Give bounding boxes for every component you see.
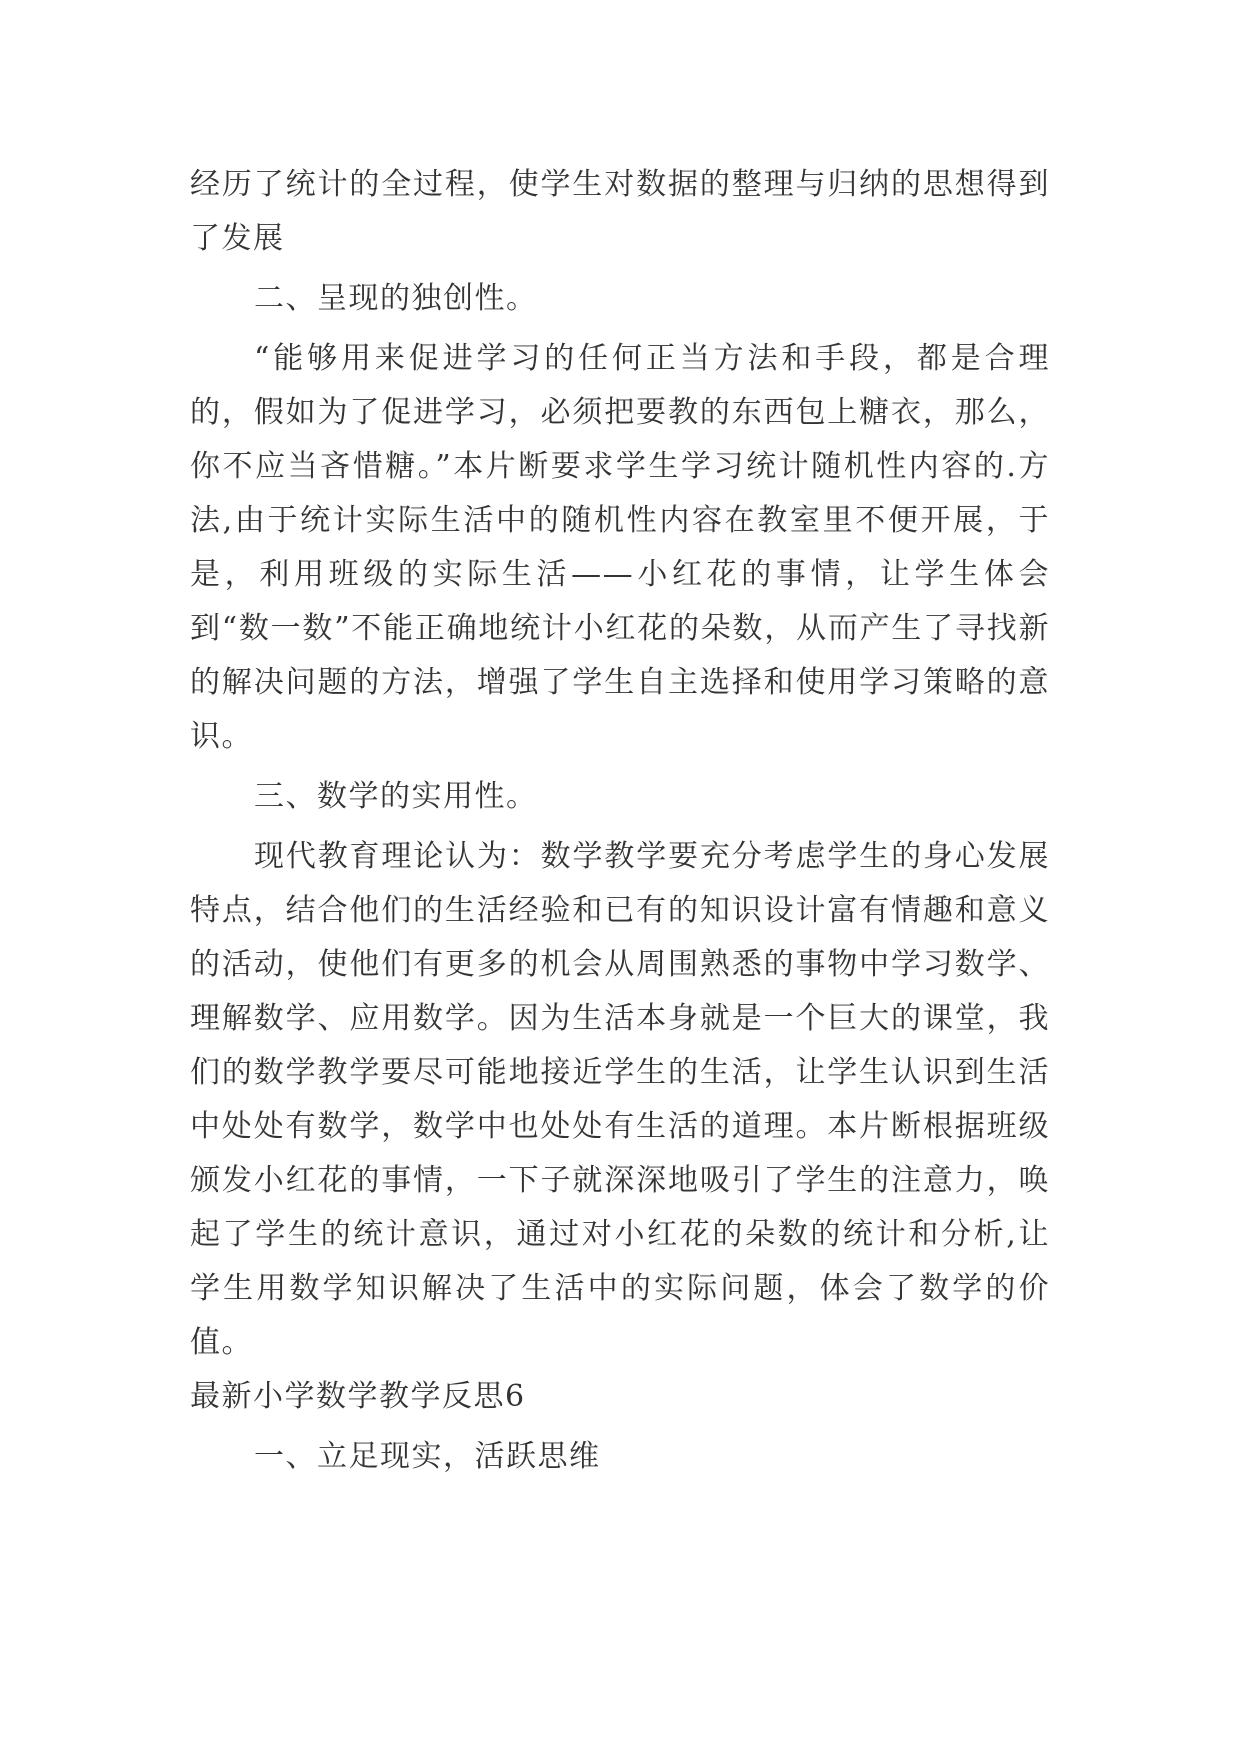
document-body [190,158,1050,1484]
paragraph-practicality: 现代教育理论认为：数学教学要充分考虑学生的身心发展特点，结合他们的生活经验和已有的知识设计富有情趣和意义的活动，使他们有更多的机会从周围熟悉的事物中学习数学、理解数学、应用数学。因为生活本身就是一个巨大的课堂，我们的数学教学要尽可能地接近学生的生活，让学生认识到生活中处处有数学，数学中也处处有生活的道理。本片断根据班级颁发小红花的事情，一下子就深深地吸引了学生的注意力，唤起了学生的统计意识，通过对小红花的朵数的统计和分析,让学生用数学知识解决了生活中的实际问题，体会了数学的价值。 [190,839,1050,1360]
heading-reality-thinking: 一、立足现实，活跃思维 [254,1439,601,1474]
heading-originality: 二、呈现的独创性。 [254,281,538,316]
paragraph-statistics-process: 经历了统计的全过程，使学生对数据的整理与归纳的思想得到了发展 [190,167,1050,256]
section-title-reflection-6: 最新小学数学教学反思6 [190,1379,526,1414]
paragraph-originality: “能够用来促进学习的任何正当方法和手段，都是合理的，假如为了促进学习，必须把要教的东西包上糖衣，那么，你不应当吝惜糖。”本片断要求学生学习统计随机性内容的.方法,由于统计实际生活中的随机性内容在教室里不便开展，于是，利用班级的实际生活——小红花的事情，让学生体会到“数一数”不能正确地统计小红花的朵数，从而产生了寻找新的解决问题的方法，增强了学生自主选择和使用学习策略的意识。 [190,341,1050,754]
heading-practicality: 三、数学的实用性。 [254,779,538,814]
